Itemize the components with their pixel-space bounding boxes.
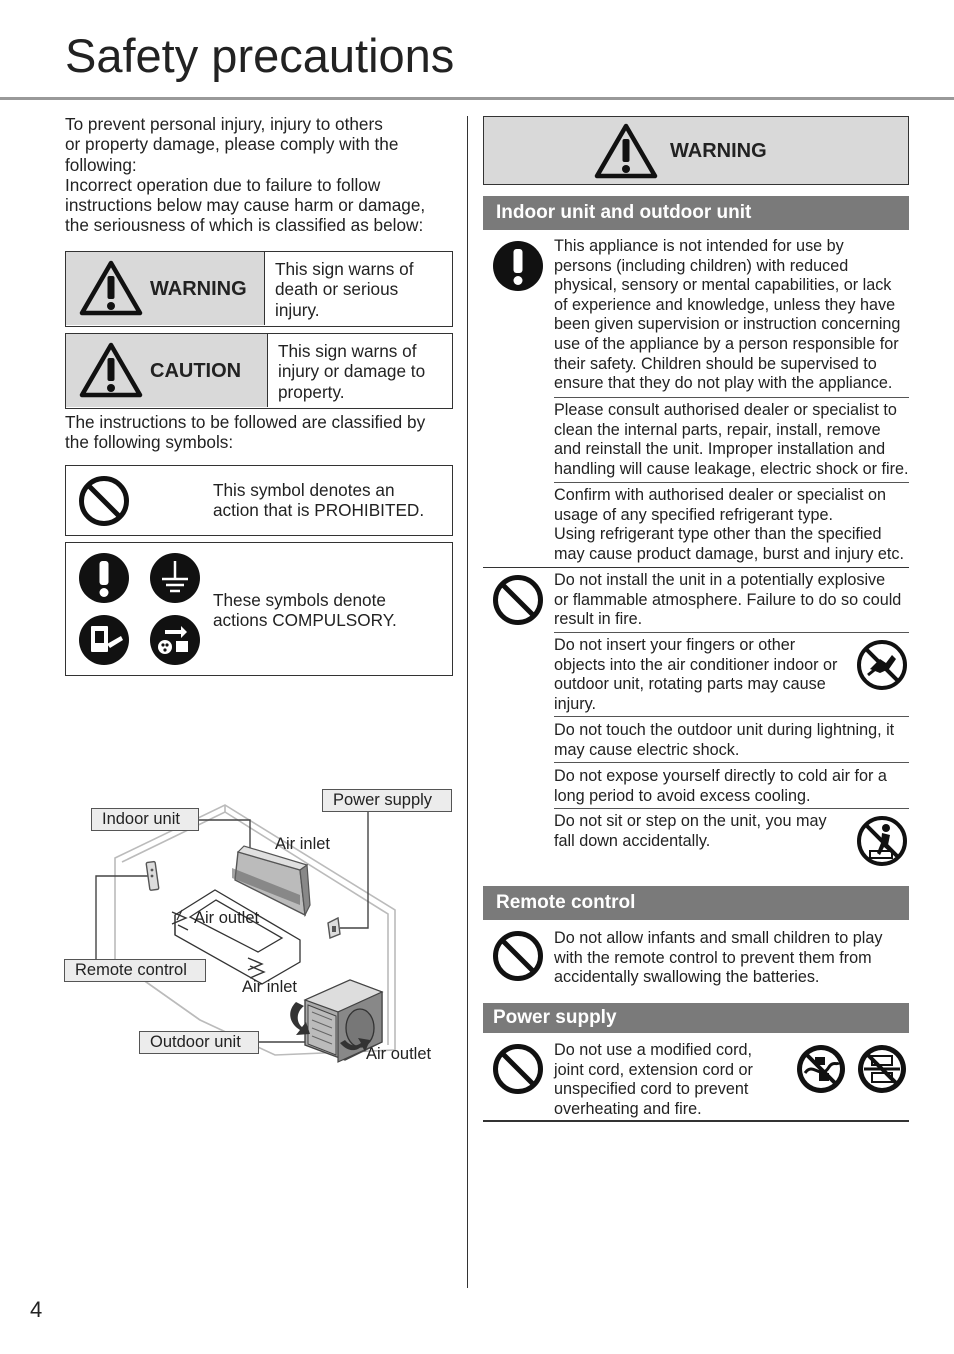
item-line: unspecified cord to prevent [554,1080,749,1099]
remote-control-item [554,929,914,988]
item-line: Do not install the unit in a potentially explosive [554,571,886,589]
item-divider [554,808,909,809]
item-divider [554,716,909,717]
warning-sign-cell [66,252,265,325]
caution-label: CAUTION [150,360,242,382]
item-line: overheating and fire. [554,1099,702,1118]
item-line: ensure that they do not play with the appliance. [554,374,893,393]
prohibited-item [554,636,854,714]
warning-sign-box [65,251,453,327]
prohibited-icon [78,475,130,527]
exclamation-icon [78,552,130,604]
warning-description [275,259,445,320]
item-line: outdoor unit, rotating parts may cause [554,675,826,694]
desc-line: This sign warns of [278,341,417,361]
item-line: may cause electric shock. [554,740,740,759]
item-line: or flammable atmosphere. Failure to do so could [554,590,902,609]
item-line: Do not allow infants and small children to play [554,929,883,947]
remote-control-drawing [146,861,159,890]
no-sitting-icon [856,815,908,867]
prohibited-item [554,721,914,760]
section-heading-indoor-outdoor: Indoor unit and outdoor unit [483,196,909,230]
desc-line: This sign warns of [275,259,414,279]
item-line: use of the appliance by a person responsible for [554,334,899,353]
desc-line: injury. [275,299,320,320]
symbols-intro [65,412,460,453]
item-line: This appliance is not intended for use by [554,237,844,255]
item-line: clean the internal parts, repair, install, remove [554,420,881,439]
item-line: Do not expose yourself directly to cold air for a [554,767,887,785]
compulsory-item [554,401,914,479]
symbols-intro-line: The instructions to be followed are classified by [65,412,426,432]
indoor-unit-drawing [232,846,310,915]
intro-line: following: [65,154,137,175]
unplug-icon [149,614,201,666]
warning-header-label: WARNING [670,140,767,162]
item-line: and reinstall the unit. Improper installation and [554,440,886,459]
compulsory-item [554,237,914,394]
desc-line: These symbols denote [213,590,386,610]
compulsory-item [554,486,914,564]
item-line: may cause product damage, burst and injury etc. [554,544,905,563]
diagram-label-air-inlet-outdoor: Air inlet [242,978,298,996]
prohibited-description [213,480,449,521]
warning-label: WARNING [150,278,247,300]
column-divider [467,116,468,1288]
item-line: joint cord, extension cord or [554,1060,753,1079]
item-divider [554,397,909,398]
item-line: handling will cause leakage, electric shock or fire. [554,459,909,478]
compulsory-description [213,590,449,631]
item-line: Confirm with authorised dealer or specialist on [554,486,887,504]
item-divider [554,482,909,483]
item-line: accidentally swallowing the batteries. [554,968,820,987]
prohibited-icon [492,1043,544,1095]
item-divider [554,632,909,633]
desc-line: This symbol denotes an [213,480,395,500]
diagram-label-air-outlet-indoor: Air outlet [194,909,260,927]
item-line: their safety. Children should be supervised to [554,354,877,373]
section-bottom-rule [483,1120,909,1122]
warning-triangle-icon [594,123,658,179]
no-extension-cord-icon [856,1043,908,1095]
item-line: Do not touch the outdoor unit during lightning, it [554,721,895,739]
page-number: 4 [30,1297,43,1322]
no-fingers-icon [856,639,908,691]
item-line: physical, sensory or mental capabilities, or lack [554,276,892,295]
item-line: with the remote control to prevent them from [554,948,872,967]
diagram-label-outdoor-unit: Outdoor unit [139,1031,259,1054]
compulsory-symbols-box [65,542,453,676]
intro-line: or property damage, please comply with the [65,134,399,155]
section-heading-remote-control: Remote control [483,886,909,920]
item-line: Please consult authorised dealer or specialist to [554,401,897,419]
prohibited-symbol-box [65,465,453,536]
item-line: result in fire. [554,610,643,629]
item-divider [554,762,909,763]
item-line: Using refrigerant type other than the specified [554,525,882,544]
exclamation-icon [492,240,544,292]
warning-triangle-icon [79,260,143,316]
item-line: of experience and knowledge, unless they have [554,295,896,314]
item-line: fall down accidentally. [554,831,711,850]
desc-line: property. [278,381,345,402]
warning-header [483,116,909,185]
item-line: persons (including children) with reduced [554,256,849,275]
desc-line: actions COMPULSORY. [213,610,397,631]
intro-line: To prevent personal injury, injury to others [65,114,383,134]
item-line: objects into the air conditioner indoor or [554,655,838,674]
item-line: Do not insert your fingers or other [554,636,796,654]
item-line: injury. [554,694,596,713]
caution-description [278,341,450,402]
switch-off-icon [78,614,130,666]
desc-line: injury or damage to [278,361,426,382]
prohibited-item [554,812,854,851]
prohibited-icon [492,930,544,982]
no-modified-cord-icon [795,1043,847,1095]
diagram-label-air-outlet-outdoor: Air outlet [366,1045,432,1063]
diagram-label-power-supply: Power supply [322,789,452,812]
section-heading-power-supply: Power supply [483,1003,909,1033]
page-title: Safety precautions [65,29,455,82]
intro-line: Incorrect operation due to failure to follow [65,174,381,195]
diagram-label-indoor-unit: Indoor unit [91,808,199,831]
power-outlet-drawing [328,918,340,938]
caution-triangle-icon [79,342,143,398]
item-line: Do not sit or step on the unit, you may [554,812,827,830]
prohibited-icon [492,574,544,626]
desc-line: death or serious [275,279,399,300]
title-divider [0,97,954,100]
power-supply-item [554,1041,789,1119]
prohibited-item [554,767,914,806]
item-line: Do not use a modified cord, [554,1041,752,1059]
intro-line: the seriousness of which is classified as below: [65,215,424,236]
item-line: long period to avoid excess cooling. [554,786,811,805]
desc-line: action that is PROHIBITED. [213,500,425,521]
prohibited-item [554,571,914,630]
diagram-label-air-inlet-indoor: Air inlet [275,835,331,853]
intro-paragraph [65,114,460,236]
caution-sign-cell [66,334,268,407]
earth-ground-icon [149,552,201,604]
caution-sign-box [65,333,453,409]
intro-line: instructions below may cause harm or damage, [65,195,426,216]
symbols-intro-line: the following symbols: [65,432,234,453]
diagram-label-remote-control: Remote control [64,959,206,982]
item-line: been given supervision or instruction concerning [554,315,901,334]
item-line: usage of any specified refrigerant type. [554,505,833,524]
group-divider [483,567,909,568]
